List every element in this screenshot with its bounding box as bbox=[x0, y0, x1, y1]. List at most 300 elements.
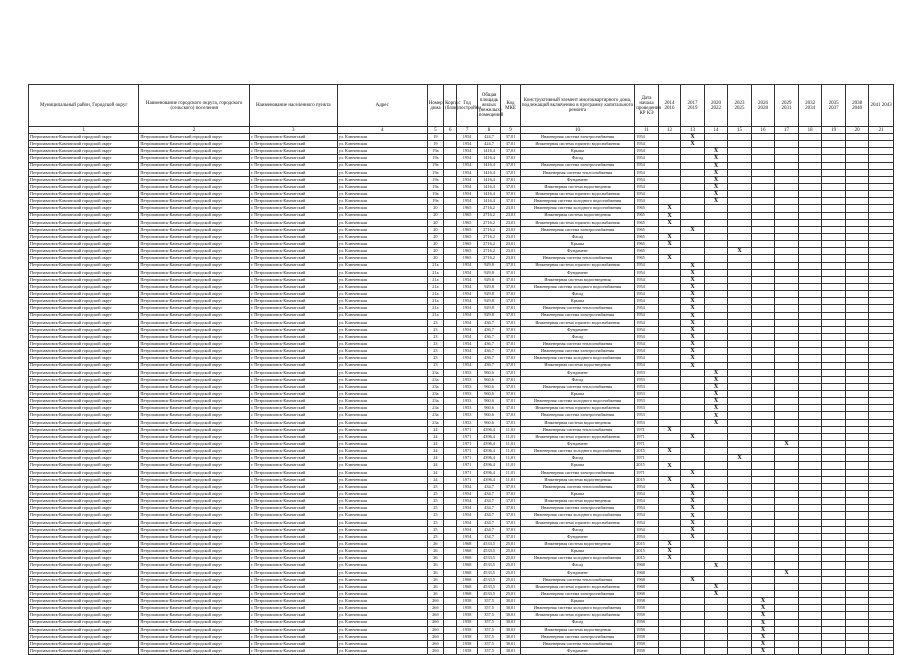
period-mark-cell bbox=[728, 562, 752, 569]
period-mark-cell bbox=[798, 441, 822, 448]
table-cell: Фундамент bbox=[520, 176, 635, 183]
table-cell bbox=[444, 312, 457, 319]
table-cell bbox=[444, 291, 457, 298]
table-cell: 37,01 bbox=[501, 362, 520, 369]
table-cell: 1954 bbox=[457, 483, 477, 490]
table-cell: Фасад bbox=[520, 562, 635, 569]
period-mark-cell bbox=[869, 555, 894, 562]
period-mark-cell bbox=[822, 262, 846, 269]
table-cell bbox=[444, 476, 457, 483]
table-cell: 1954 bbox=[635, 483, 659, 490]
table-cell bbox=[444, 333, 457, 340]
period-mark-cell bbox=[869, 462, 894, 469]
table-cell: 1953 bbox=[457, 376, 477, 383]
table-cell: ул. Ключевская bbox=[337, 648, 427, 655]
table-cell: Петропавловск-Камчатский городской округ bbox=[139, 598, 249, 605]
table-cell: 1954 bbox=[635, 183, 659, 190]
period-mark-cell bbox=[822, 541, 846, 548]
period-mark-cell bbox=[775, 291, 799, 298]
table-cell bbox=[444, 305, 457, 312]
table-cell: г. Петропавловск-Камчатский bbox=[249, 162, 337, 169]
table-row bbox=[29, 519, 894, 526]
period-mark-cell bbox=[681, 548, 705, 555]
period-mark-cell bbox=[775, 526, 799, 533]
period-mark-cell bbox=[704, 491, 728, 498]
period-mark-cell bbox=[704, 512, 728, 519]
table-cell: 436,7 bbox=[477, 319, 501, 326]
table-cell: Петропавловск-Камчатский городской округ bbox=[29, 548, 139, 555]
period-mark-cell bbox=[822, 648, 846, 655]
column-number: 7 bbox=[457, 127, 477, 134]
period-mark-cell bbox=[869, 241, 894, 248]
table-cell: 434,7 bbox=[477, 483, 501, 490]
period-mark-cell bbox=[845, 355, 869, 362]
column-header: Дата начала проведения КР КЭ bbox=[635, 85, 659, 127]
table-cell: Петропавловск-Камчатский городской округ bbox=[139, 455, 249, 462]
period-mark-cell bbox=[845, 412, 869, 419]
period-mark-cell bbox=[869, 633, 894, 640]
period-mark-cell bbox=[681, 462, 705, 469]
table-cell: 1954 bbox=[635, 291, 659, 298]
table-cell: Петропавловск-Камчатский городской округ bbox=[29, 212, 139, 219]
table-cell: 4396,4 bbox=[477, 426, 501, 433]
table-cell: ул. Ключевская bbox=[337, 391, 427, 398]
period-mark-cell bbox=[658, 612, 680, 619]
period-mark-cell bbox=[751, 326, 775, 333]
table-cell: 23 bbox=[427, 319, 443, 326]
table-cell: 26 bbox=[427, 583, 443, 590]
period-mark-cell bbox=[822, 533, 846, 540]
period-mark-cell bbox=[775, 576, 799, 583]
table-cell: г. Петропавловск-Камчатский bbox=[249, 441, 337, 448]
table-cell: 26б bbox=[427, 633, 443, 640]
table-cell: Инженерная система теплоснабжения bbox=[520, 483, 635, 490]
table-cell: 929,8 bbox=[477, 276, 501, 283]
table-cell: Петропавловск-Камчатский городской округ bbox=[29, 391, 139, 398]
table-cell: Фундамент bbox=[520, 248, 635, 255]
period-mark-cell bbox=[728, 134, 752, 141]
table-cell: 1968 bbox=[457, 569, 477, 576]
period-mark-cell bbox=[751, 548, 775, 555]
table-cell: 1971 bbox=[635, 441, 659, 448]
period-mark-cell bbox=[775, 362, 799, 369]
table-cell: Фасад bbox=[520, 233, 635, 240]
period-mark-cell bbox=[751, 562, 775, 569]
table-row bbox=[29, 162, 894, 169]
period-mark-cell bbox=[869, 205, 894, 212]
period-mark-cell: X bbox=[681, 283, 705, 290]
table-cell: 1954 bbox=[457, 176, 477, 183]
table-cell: Петропавловск-Камчатский городской округ bbox=[29, 148, 139, 155]
period-mark-cell bbox=[681, 476, 705, 483]
period-mark-cell bbox=[704, 219, 728, 226]
period-mark-cell bbox=[775, 212, 799, 219]
table-cell: 19а bbox=[427, 183, 443, 190]
period-mark-cell bbox=[845, 569, 869, 576]
period-mark-cell bbox=[751, 426, 775, 433]
table-cell: 1958 bbox=[635, 633, 659, 640]
table-cell: Петропавловск-Камчатский городской округ bbox=[29, 241, 139, 248]
table-cell: г. Петропавловск-Камчатский bbox=[249, 233, 337, 240]
table-cell: Петропавловск-Камчатский городской округ bbox=[139, 505, 249, 512]
period-mark-cell bbox=[798, 391, 822, 398]
period-mark-cell bbox=[869, 469, 894, 476]
table-cell: Петропавловск-Камчатский городской округ bbox=[29, 333, 139, 340]
period-mark-cell bbox=[845, 648, 869, 655]
period-mark-cell bbox=[728, 283, 752, 290]
table-cell: Фасад bbox=[520, 155, 635, 162]
period-mark-cell bbox=[798, 526, 822, 533]
period-mark-cell bbox=[822, 326, 846, 333]
table-cell: 1965 bbox=[635, 255, 659, 262]
table-cell bbox=[444, 383, 457, 390]
table-cell: Инженерная система горячего водоснабжения bbox=[520, 519, 635, 526]
period-mark-cell bbox=[822, 476, 846, 483]
period-mark-cell bbox=[775, 519, 799, 526]
table-cell: 23 bbox=[427, 348, 443, 355]
period-mark-cell bbox=[869, 383, 894, 390]
table-cell: Петропавловск-Камчатский городской округ bbox=[139, 441, 249, 448]
table-cell: ул. Ключевская bbox=[337, 134, 427, 141]
period-mark-cell: X bbox=[704, 591, 728, 598]
table-cell: 11,01 bbox=[501, 441, 520, 448]
table-cell: 26б bbox=[427, 648, 443, 655]
period-mark-cell bbox=[658, 491, 680, 498]
table-cell: 1958 bbox=[635, 598, 659, 605]
table-cell: 1954 bbox=[457, 162, 477, 169]
period-mark-cell bbox=[798, 612, 822, 619]
table-cell: 37,01 bbox=[501, 498, 520, 505]
table-cell: 434,7 bbox=[477, 533, 501, 540]
period-mark-cell bbox=[751, 455, 775, 462]
table-row bbox=[29, 398, 894, 405]
table-cell: 436,7 bbox=[477, 326, 501, 333]
table-cell: г. Петропавловск-Камчатский bbox=[249, 312, 337, 319]
period-mark-cell bbox=[751, 219, 775, 226]
table-cell: Петропавловск-Камчатский городской округ bbox=[139, 312, 249, 319]
column-header: 2017 2019 bbox=[681, 85, 705, 127]
table-cell: Петропавловск-Камчатский городской округ bbox=[139, 498, 249, 505]
period-mark-cell bbox=[775, 391, 799, 398]
period-mark-cell bbox=[798, 176, 822, 183]
table-cell: ул. Ключевская bbox=[337, 562, 427, 569]
table-row bbox=[29, 219, 894, 226]
table-row bbox=[29, 412, 894, 419]
table-cell: 1958 bbox=[457, 612, 477, 619]
table-cell: 1953 bbox=[635, 376, 659, 383]
period-mark-cell bbox=[822, 433, 846, 440]
period-mark-cell bbox=[728, 619, 752, 626]
table-cell: 1953 bbox=[457, 398, 477, 405]
period-mark-cell bbox=[798, 333, 822, 340]
table-row bbox=[29, 433, 894, 440]
period-mark-cell bbox=[798, 376, 822, 383]
period-mark-cell bbox=[798, 533, 822, 540]
table-cell: 4396,4 bbox=[477, 455, 501, 462]
table-cell: г. Петропавловск-Камчатский bbox=[249, 291, 337, 298]
period-mark-cell bbox=[822, 555, 846, 562]
period-mark-cell bbox=[822, 412, 846, 419]
table-cell: ул. Ключевская bbox=[337, 376, 427, 383]
period-mark-cell: X bbox=[751, 648, 775, 655]
period-mark-cell bbox=[869, 612, 894, 619]
table-cell: 1416,4 bbox=[477, 155, 501, 162]
period-mark-cell bbox=[822, 148, 846, 155]
table-cell: ул. Ключевская bbox=[337, 262, 427, 269]
table-cell: Инженерная система теплоснабжения bbox=[520, 426, 635, 433]
table-cell: ул. Ключевская bbox=[337, 219, 427, 226]
table-cell: 20 bbox=[427, 205, 443, 212]
table-cell: г. Петропавловск-Камчатский bbox=[249, 541, 337, 548]
period-mark-cell bbox=[798, 134, 822, 141]
period-mark-cell bbox=[845, 562, 869, 569]
table-cell: 1954 bbox=[635, 176, 659, 183]
table-cell: 424,7 bbox=[477, 141, 501, 148]
table-row bbox=[29, 291, 894, 298]
table-cell: ул. Ключевская bbox=[337, 269, 427, 276]
table-cell: 25,01 bbox=[501, 548, 520, 555]
table-cell: 1953 bbox=[635, 405, 659, 412]
period-mark-cell bbox=[869, 483, 894, 490]
table-cell: 1954 bbox=[457, 291, 477, 298]
table-cell: 1954 bbox=[635, 162, 659, 169]
table-row bbox=[29, 583, 894, 590]
table-cell: Петропавловск-Камчатский городской округ bbox=[29, 134, 139, 141]
table-cell: Петропавловск-Камчатский городской округ bbox=[139, 519, 249, 526]
period-mark-cell bbox=[658, 505, 680, 512]
table-cell: 1954 bbox=[635, 191, 659, 198]
table-cell: 1968 bbox=[635, 569, 659, 576]
table-cell: Инженерная система водоотведения bbox=[520, 276, 635, 283]
table-cell: г. Петропавловск-Камчатский bbox=[249, 305, 337, 312]
table-cell: 434,7 bbox=[477, 526, 501, 533]
period-mark-cell bbox=[845, 498, 869, 505]
table-cell: г. Петропавловск-Камчатский bbox=[249, 226, 337, 233]
period-mark-cell bbox=[775, 148, 799, 155]
table-cell bbox=[444, 298, 457, 305]
period-mark-cell bbox=[751, 319, 775, 326]
table-cell: Петропавловск-Камчатский городской округ bbox=[29, 405, 139, 412]
period-mark-cell bbox=[845, 426, 869, 433]
period-mark-cell bbox=[751, 591, 775, 598]
table-cell: 434,7 bbox=[477, 491, 501, 498]
period-mark-cell bbox=[681, 198, 705, 205]
period-mark-cell bbox=[728, 591, 752, 598]
table-row bbox=[29, 269, 894, 276]
period-mark-cell bbox=[822, 441, 846, 448]
table-row bbox=[29, 555, 894, 562]
table-row bbox=[29, 326, 894, 333]
period-mark-cell bbox=[798, 426, 822, 433]
table-cell: 1954 bbox=[635, 155, 659, 162]
period-mark-cell bbox=[822, 305, 846, 312]
table-cell: Инженерная система электроснабжения bbox=[520, 348, 635, 355]
table-cell: 21а bbox=[427, 283, 443, 290]
table-cell: Петропавловск-Камчатский городской округ bbox=[139, 569, 249, 576]
period-mark-cell bbox=[798, 212, 822, 219]
table-cell: Петропавловск-Камчатский городской округ bbox=[139, 269, 249, 276]
column-header: Корпус (блок) bbox=[444, 85, 457, 127]
table-cell: Петропавловск-Камчатский городской округ bbox=[139, 398, 249, 405]
period-mark-cell bbox=[822, 255, 846, 262]
table-cell: 37,01 bbox=[501, 155, 520, 162]
period-mark-cell bbox=[751, 576, 775, 583]
table-cell: 434,7 bbox=[477, 512, 501, 519]
table-cell: Инженерная система теплоснабжения bbox=[520, 305, 635, 312]
column-header: 2035 2037 bbox=[822, 85, 846, 127]
period-mark-cell bbox=[704, 212, 728, 219]
table-cell: 30,01 bbox=[501, 612, 520, 619]
table-row bbox=[29, 619, 894, 626]
table-cell: Инженерная система горячего водоснабжения bbox=[520, 583, 635, 590]
period-mark-cell: X bbox=[681, 291, 705, 298]
table-cell: ул. Ключевская bbox=[337, 369, 427, 376]
period-mark-cell bbox=[775, 348, 799, 355]
table-cell bbox=[444, 619, 457, 626]
table-cell: Петропавловск-Камчатский городской округ bbox=[139, 626, 249, 633]
table-cell: 1954 bbox=[635, 348, 659, 355]
period-mark-cell bbox=[798, 548, 822, 555]
table-row bbox=[29, 498, 894, 505]
period-mark-cell bbox=[822, 291, 846, 298]
table-cell: Петропавловск-Камчатский городской округ bbox=[29, 312, 139, 319]
period-mark-cell bbox=[728, 405, 752, 412]
period-mark-cell bbox=[822, 633, 846, 640]
table-cell: 37,01 bbox=[501, 505, 520, 512]
table-cell: 1953 bbox=[457, 369, 477, 376]
table-cell: г. Петропавловск-Камчатский bbox=[249, 283, 337, 290]
column-number: 5 bbox=[427, 127, 443, 134]
table-cell: г. Петропавловск-Камчатский bbox=[249, 433, 337, 440]
table-cell: Петропавловск-Камчатский городской округ bbox=[139, 533, 249, 540]
table-row bbox=[29, 241, 894, 248]
table-cell: ул. Ключевская bbox=[337, 462, 427, 469]
period-mark-cell bbox=[681, 369, 705, 376]
period-mark-cell bbox=[798, 362, 822, 369]
table-cell: 23,01 bbox=[501, 212, 520, 219]
period-mark-cell bbox=[775, 491, 799, 498]
period-mark-cell: X bbox=[658, 212, 680, 219]
table-cell: Петропавловск-Камчатский городской округ bbox=[139, 176, 249, 183]
period-mark-cell bbox=[775, 633, 799, 640]
period-mark-cell bbox=[728, 519, 752, 526]
period-mark-cell bbox=[704, 233, 728, 240]
period-mark-cell bbox=[798, 248, 822, 255]
table-cell: 1968 bbox=[457, 576, 477, 583]
table-cell: ул. Ключевская bbox=[337, 412, 427, 419]
table-cell: 26 bbox=[427, 548, 443, 555]
table-cell bbox=[444, 376, 457, 383]
table-cell: 1954 bbox=[635, 333, 659, 340]
table-cell: 23а bbox=[427, 383, 443, 390]
period-mark-cell bbox=[798, 298, 822, 305]
column-header: 2032 2034 bbox=[798, 85, 822, 127]
table-cell: 2716,2 bbox=[477, 226, 501, 233]
period-mark-cell bbox=[751, 305, 775, 312]
period-mark-cell: X bbox=[681, 469, 705, 476]
table-cell: г. Петропавловск-Камчатский bbox=[249, 198, 337, 205]
table-cell: 2015 bbox=[635, 548, 659, 555]
period-mark-cell bbox=[869, 412, 894, 419]
period-mark-cell: X bbox=[704, 169, 728, 176]
period-mark-cell bbox=[681, 640, 705, 647]
table-cell: 23а bbox=[427, 412, 443, 419]
period-mark-cell bbox=[845, 383, 869, 390]
table-cell: г. Петропавловск-Камчатский bbox=[249, 255, 337, 262]
period-mark-cell bbox=[775, 319, 799, 326]
table-cell: ул. Ключевская bbox=[337, 233, 427, 240]
table-cell: 1954 bbox=[635, 326, 659, 333]
table-cell: г. Петропавловск-Камчатский bbox=[249, 176, 337, 183]
table-cell: Петропавловск-Камчатский городской округ bbox=[139, 562, 249, 569]
table-cell bbox=[444, 448, 457, 455]
period-mark-cell bbox=[775, 555, 799, 562]
table-cell: 1954 bbox=[635, 498, 659, 505]
period-mark-cell bbox=[845, 305, 869, 312]
table-cell: Петропавловск-Камчатский городской округ bbox=[139, 198, 249, 205]
period-mark-cell bbox=[751, 212, 775, 219]
period-mark-cell bbox=[845, 362, 869, 369]
period-mark-cell bbox=[845, 169, 869, 176]
table-cell: Петропавловск-Камчатский городской округ bbox=[29, 362, 139, 369]
period-mark-cell bbox=[798, 626, 822, 633]
period-mark-cell bbox=[681, 562, 705, 569]
table-cell: 37,01 bbox=[501, 519, 520, 526]
table-cell: 2015 bbox=[635, 541, 659, 548]
table-cell: 11,01 bbox=[501, 462, 520, 469]
table-cell: 1954 bbox=[635, 319, 659, 326]
period-mark-cell bbox=[658, 498, 680, 505]
table-cell bbox=[444, 455, 457, 462]
period-mark-cell bbox=[869, 519, 894, 526]
column-header: Наименование населенного пункта bbox=[249, 85, 337, 127]
table-cell: Инженерная система водоотведения bbox=[520, 626, 635, 633]
period-mark-cell bbox=[798, 305, 822, 312]
column-header: 2020 2022 bbox=[704, 85, 728, 127]
table-cell: г. Петропавловск-Камчатский bbox=[249, 419, 337, 426]
table-cell bbox=[444, 583, 457, 590]
period-mark-cell bbox=[658, 569, 680, 576]
table-cell bbox=[444, 233, 457, 240]
table-cell: 19 bbox=[427, 141, 443, 148]
table-cell: 2716,2 bbox=[477, 212, 501, 219]
table-cell: Фундамент bbox=[520, 533, 635, 540]
column-number: 14 bbox=[704, 127, 728, 134]
period-mark-cell bbox=[751, 398, 775, 405]
period-mark-cell bbox=[728, 555, 752, 562]
table-cell: Инженерная система холодного водоснабжения bbox=[520, 198, 635, 205]
table-cell: 1954 bbox=[457, 505, 477, 512]
table-cell: Петропавловск-Камчатский городской округ bbox=[139, 205, 249, 212]
table-cell: 1954 bbox=[635, 341, 659, 348]
table-cell bbox=[444, 148, 457, 155]
period-mark-cell bbox=[798, 276, 822, 283]
table-cell: 1968 bbox=[457, 562, 477, 569]
period-mark-cell bbox=[869, 312, 894, 319]
table-cell: 23а bbox=[427, 398, 443, 405]
period-mark-cell bbox=[845, 155, 869, 162]
period-mark-cell bbox=[751, 226, 775, 233]
column-number: 13 bbox=[681, 127, 705, 134]
period-mark-cell bbox=[728, 412, 752, 419]
table-cell: 1954 bbox=[635, 533, 659, 540]
table-cell: Инженерная система водоотведения bbox=[520, 183, 635, 190]
table-cell: Фасад bbox=[520, 376, 635, 383]
table-cell: 1953 bbox=[457, 405, 477, 412]
period-mark-cell bbox=[658, 141, 680, 148]
period-mark-cell bbox=[704, 319, 728, 326]
period-mark-cell bbox=[728, 541, 752, 548]
